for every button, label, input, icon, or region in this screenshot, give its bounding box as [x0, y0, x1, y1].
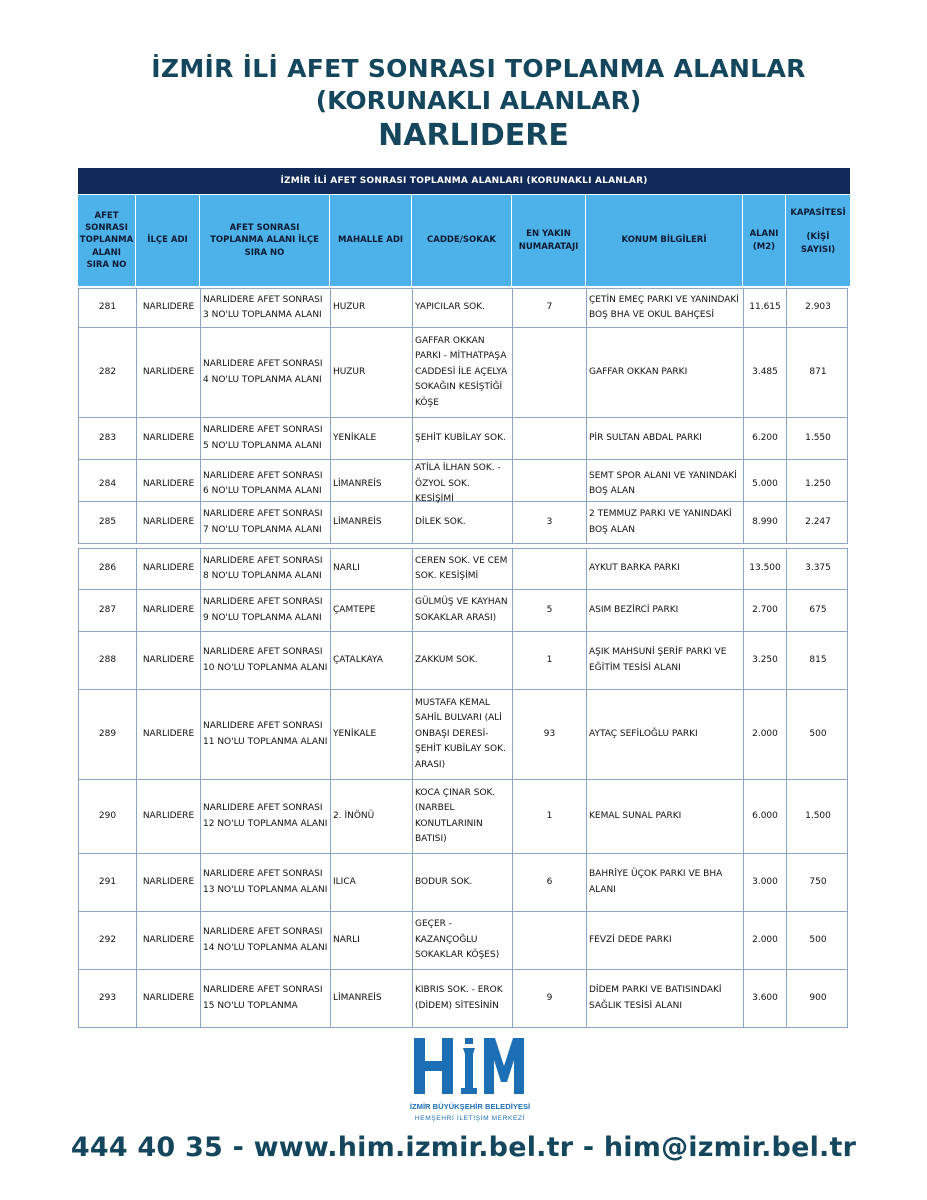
cell-sira-no: 288 — [79, 632, 137, 689]
cell-cadde: GÜLMÜŞ VE KAYHAN SOKAKLAR ARASI) — [413, 590, 513, 631]
cell-numarataj — [513, 912, 587, 969]
table-row — [78, 854, 848, 912]
col-header-kapasite-unit: (KİŞİ SAYISI) — [800, 232, 836, 255]
footer-contact: 444 40 35 - www.him.izmir.bel.tr - him@izmir.bel.tr — [70, 1132, 857, 1163]
table-banner: İZMİR İLİ AFET SONRASI TOPLANMA ALANLARI (KORUNAKLI ALANLAR) — [78, 168, 850, 194]
cell-kapasite: 500 — [809, 728, 827, 739]
cell-toplanma-alani: NARLIDERE AFET SONRASI 3 NO'LU TOPLANMA ALANI — [201, 289, 331, 327]
cell-konum: PİR SULTAN ABDAL PARKI — [587, 418, 744, 459]
cell-ilce: NARLIDERE — [137, 854, 201, 911]
cell-konum: AYKUT BARKA PARKI — [587, 549, 744, 589]
cell-numarataj: 3 — [513, 502, 587, 543]
cell-mahalle: LİMANREİS — [331, 460, 413, 509]
table-row — [78, 632, 848, 690]
cell-konum: AYTAÇ SEFİLOĞLU PARKI — [587, 690, 744, 779]
cell-cadde: GEÇER - KAZANÇOĞLU SOKAKLAR KÖŞES) — [413, 912, 513, 969]
cell-numarataj — [513, 418, 587, 459]
cell-alan: 3.485 — [744, 328, 787, 417]
cell-alan: 3.250 — [744, 632, 787, 689]
cell-ilce: NARLIDERE — [137, 780, 201, 853]
cell-mahalle: LİMANREİS — [331, 502, 413, 543]
table-row — [78, 548, 848, 590]
cell-ilce: NARLIDERE — [137, 632, 201, 689]
cell-sira-no: 284 — [79, 460, 137, 509]
cell-sira-no: 289 — [79, 690, 137, 779]
col-header-cadde: CADDE/SOKAK — [412, 195, 512, 286]
cell-toplanma-alani: NARLIDERE AFET SONRASI 13 NO'LU TOPLANMA ALANI — [201, 854, 331, 911]
cell-konum: BAHRİYE ÜÇOK PARKI VE BHA ALANI — [587, 854, 744, 911]
cell-ilce: NARLIDERE — [137, 970, 201, 1027]
cell-cadde: ZAKKUM SOK. — [413, 632, 513, 689]
col-header-kapasite-label: KAPASİTESİ — [790, 208, 846, 218]
col-header-kapasite — [786, 195, 850, 286]
cell-konum: GAFFAR OKKAN PARKI — [587, 328, 744, 417]
cell-sira-no: 283 — [79, 418, 137, 459]
cell-alan: 5.000 — [744, 460, 787, 509]
col-header-ilce: İLÇE ADI — [136, 195, 200, 286]
cell-cadde: ŞEHİT KUBİLAY SOK. — [413, 418, 513, 459]
table-row — [78, 418, 848, 460]
cell-konum: SEMT SPOR ALANI VE YANINDAKİ BOŞ ALAN — [587, 460, 744, 509]
table-row — [78, 590, 848, 632]
cell-kapasite: 900 — [809, 992, 827, 1003]
cell-toplanma-alani: NARLIDERE AFET SONRASI 7 NO'LU TOPLANMA ALANI — [201, 502, 331, 543]
cell-konum: 2 TEMMUZ PARKI VE YANINDAKİ BOŞ ALAN — [587, 502, 744, 543]
cell-ilce: NARLIDERE — [137, 690, 201, 779]
cell-toplanma-alani: NARLIDERE AFET SONRASI 9 NO'LU TOPLANMA ALANI — [201, 590, 331, 631]
table-row — [78, 970, 848, 1028]
cell-kapasite: 1.250 — [805, 478, 831, 489]
cell-kapasite: 675 — [809, 604, 827, 615]
cell-ilce: NARLIDERE — [137, 549, 201, 589]
col-header-ilce-sira: AFET SONRASI TOPLANMA ALANI İLÇE SIRA NO — [200, 195, 330, 286]
cell-cadde: KIBRIS SOK. - EROK (DİDEM) SİTESİNİN — [413, 970, 513, 1027]
cell-ilce: NARLIDERE — [137, 502, 201, 543]
cell-alan: 2.700 — [744, 590, 787, 631]
cell-konum: AŞIK MAHSUNİ ŞERİF PARKI VE EĞİTİM TESİSİ ALANI — [587, 632, 744, 689]
district-title: NARLIDERE — [378, 118, 569, 153]
cell-mahalle: NARLI — [331, 549, 413, 589]
cell-cadde: BODUR SOK. — [413, 854, 513, 911]
cell-sira-no: 292 — [79, 912, 137, 969]
cell-cadde: ATİLA İLHAN SOK. - ÖZYOL SOK. KESİŞİMİ — [413, 460, 513, 509]
cell-cadde: DİLEK SOK. — [413, 502, 513, 543]
table-row — [78, 690, 848, 780]
table-row — [78, 780, 848, 854]
cell-numarataj: 7 — [513, 289, 587, 327]
cell-konum: FEVZİ DEDE PARKI — [587, 912, 744, 969]
cell-sira-no: 293 — [79, 970, 137, 1027]
cell-toplanma-alani: NARLIDERE AFET SONRASI 15 NO'LU TOPLANMA — [201, 970, 331, 1027]
cell-kapasite: 2.247 — [805, 516, 831, 527]
cell-mahalle: YENİKALE — [331, 690, 413, 779]
cell-cadde: MUSTAFA KEMAL SAHİL BULVARI (ALİ ONBAŞI DERESİ-ŞEHİT KUBİLAY SOK. ARASI) — [413, 690, 513, 779]
cell-ilce: NARLIDERE — [137, 328, 201, 417]
cell-kapasite: 3.375 — [805, 563, 831, 574]
cell-numarataj: 6 — [513, 854, 587, 911]
cell-toplanma-alani: NARLIDERE AFET SONRASI 5 NO'LU TOPLANMA ALANI — [201, 418, 331, 459]
cell-numarataj — [513, 549, 587, 589]
logo-line-2: HEMŞEHRİ İLETİŞİM MERKEZİ — [414, 1115, 526, 1122]
col-header-alan — [743, 195, 786, 286]
cell-alan: 2.000 — [744, 690, 787, 779]
cell-alan: 6.200 — [744, 418, 787, 459]
cell-mahalle: HUZUR — [331, 289, 413, 327]
cell-toplanma-alani: NARLIDERE AFET SONRASI 4 NO'LU TOPLANMA ALANI — [201, 328, 331, 417]
cell-mahalle: HUZUR — [331, 328, 413, 417]
cell-kapasite: 750 — [809, 876, 827, 887]
table-row — [78, 460, 848, 502]
col-header-numarataj: EN YAKIN NUMARATAJI — [512, 195, 586, 286]
cell-kapasite: 815 — [809, 654, 827, 665]
cell-cadde: YAPICILAR SOK. — [413, 289, 513, 327]
col-header-konum: KONUM BİLGİLERİ — [586, 195, 743, 286]
page-title: İZMİR İLİ AFET SONRASI TOPLANMA ALANLAR — [151, 54, 806, 83]
table-row — [78, 912, 848, 970]
cell-konum: DİDEM PARKI VE BATISINDAKİ SAĞLIK TESİSİ ALANI — [587, 970, 744, 1027]
cell-ilce: NARLIDERE — [137, 289, 201, 327]
cell-mahalle: YENİKALE — [331, 418, 413, 459]
cell-konum: KEMAL SUNAL PARKI — [587, 780, 744, 853]
logo-line-1: İZMİR BÜYÜKŞEHİR BELEDİYESİ — [409, 1102, 531, 1111]
cell-numarataj: 1 — [513, 780, 587, 853]
cell-alan: 2.000 — [744, 912, 787, 969]
cell-alan: 13.500 — [744, 549, 787, 589]
cell-toplanma-alani: NARLIDERE AFET SONRASI 11 NO'LU TOPLANMA ALANI — [201, 690, 331, 779]
cell-sira-no: 291 — [79, 854, 137, 911]
him-logo — [408, 1034, 532, 1134]
cell-sira-no: 282 — [79, 328, 137, 417]
cell-mahalle: NARLI — [331, 912, 413, 969]
cell-alan: 3.600 — [744, 970, 787, 1027]
cell-cadde: CEREN SOK. VE CEM SOK. KESİŞİMİ — [413, 549, 513, 589]
cell-kapasite: 2.903 — [805, 302, 831, 313]
cell-sira-no: 287 — [79, 590, 137, 631]
cell-toplanma-alani: NARLIDERE AFET SONRASI 8 NO'LU TOPLANMA ALANI — [201, 549, 331, 589]
col-header-sira-no: AFET SONRASI TOPLANMA ALANI SIRA NO — [78, 195, 136, 286]
cell-toplanma-alani: NARLIDERE AFET SONRASI 14 NO'LU TOPLANMA ALANI — [201, 912, 331, 969]
cell-kapasite: 500 — [809, 934, 827, 945]
cell-konum: ÇETİN EMEÇ PARKI VE YANINDAKİ BOŞ BHA VE OKUL BAHÇESİ — [587, 289, 744, 327]
cell-sira-no: 285 — [79, 502, 137, 543]
table-header — [78, 195, 850, 286]
cell-kapasite: 1.500 — [805, 810, 831, 821]
cell-mahalle: LİMANREİS — [331, 970, 413, 1027]
cell-sira-no: 290 — [79, 780, 137, 853]
col-header-mahalle: MAHALLE ADI — [330, 195, 412, 286]
cell-numarataj: 9 — [513, 970, 587, 1027]
cell-mahalle: ÇAMTEPE — [331, 590, 413, 631]
table-row — [78, 288, 848, 328]
cell-toplanma-alani: NARLIDERE AFET SONRASI 12 NO'LU TOPLANMA ALANI — [201, 780, 331, 853]
col-header-alan-label: ALANI — [749, 229, 779, 240]
cell-sira-no: 286 — [79, 549, 137, 589]
cell-kapasite: 1.550 — [805, 432, 831, 443]
cell-mahalle: 2. İNÖNÜ — [331, 780, 413, 853]
cell-mahalle: ÇATALKAYA — [331, 632, 413, 689]
cell-alan: 3.000 — [744, 854, 787, 911]
col-header-alan-unit: (M2) — [752, 241, 776, 252]
cell-ilce: NARLIDERE — [137, 590, 201, 631]
table-row — [78, 502, 848, 544]
cell-alan: 6.000 — [744, 780, 787, 853]
cell-numarataj: 5 — [513, 590, 587, 631]
cell-alan: 11.615 — [744, 289, 787, 327]
cell-konum: ASIM BEZİRCİ PARKI — [587, 590, 744, 631]
cell-numarataj: 93 — [513, 690, 587, 779]
table-body — [78, 288, 848, 1028]
cell-mahalle: ILICA — [331, 854, 413, 911]
table-row — [78, 328, 848, 418]
cell-cadde: KOCA ÇINAR SOK. (NARBEL KONUTLARININ BATISI) — [413, 780, 513, 853]
cell-sira-no: 281 — [79, 289, 137, 327]
cell-toplanma-alani: NARLIDERE AFET SONRASI 6 NO'LU TOPLANMA ALANI — [201, 460, 331, 509]
cell-numarataj — [513, 328, 587, 417]
cell-ilce: NARLIDERE — [137, 912, 201, 969]
cell-toplanma-alani: NARLIDERE AFET SONRASI 10 NO'LU TOPLANMA ALANI — [201, 632, 331, 689]
cell-cadde: GAFFAR OKKAN PARKI - MİTHATPAŞA CADDESİ İLE AÇELYA SOKAĞIN KESİŞTİĞİ KÖŞE — [413, 328, 513, 417]
cell-alan: 8.990 — [744, 502, 787, 543]
cell-ilce: NARLIDERE — [137, 418, 201, 459]
cell-kapasite: 871 — [809, 366, 827, 377]
cell-numarataj: 1 — [513, 632, 587, 689]
cell-ilce: NARLIDERE — [137, 460, 201, 509]
page-subtitle: (KORUNAKLI ALANLAR) — [315, 86, 642, 115]
